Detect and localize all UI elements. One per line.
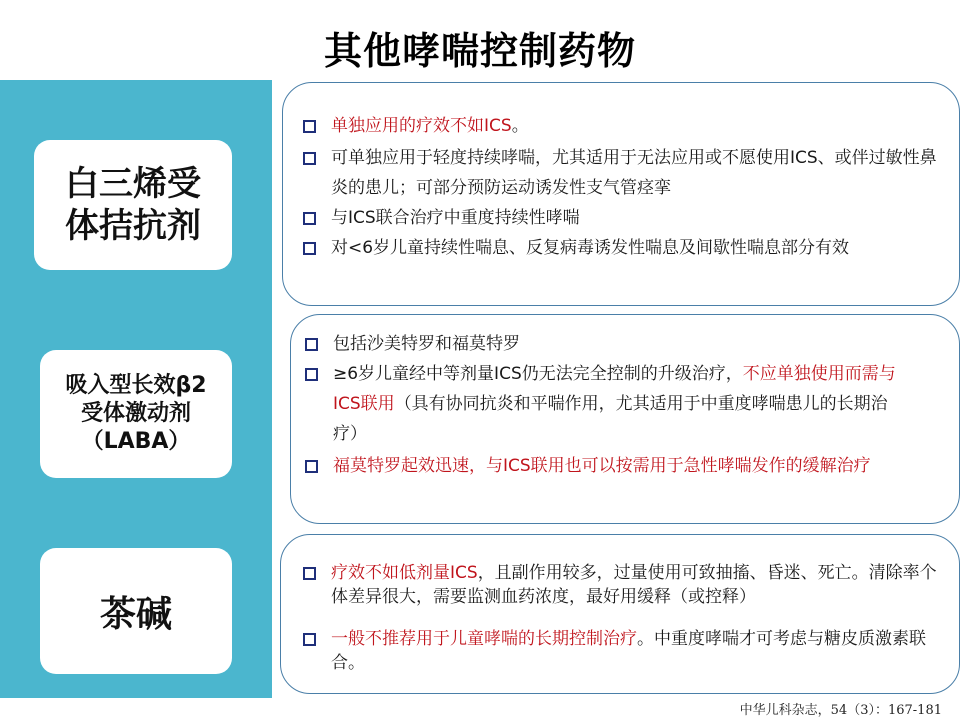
body-text: 对<6岁儿童持续性喘息、反复病毒诱发性喘息及间歇性喘息部分有效 (331, 238, 850, 258)
checkbox-bullet-icon (303, 212, 316, 225)
checkbox-bullet-icon (305, 338, 318, 351)
label-line: 体拮抗剂 (65, 206, 201, 246)
emphasis-text: 疗效不如低剂量ICS (331, 563, 478, 583)
item-text (303, 233, 943, 263)
checkbox-bullet-icon (303, 152, 316, 165)
label-line: 吸入型长效β2 (65, 373, 207, 398)
item-text (303, 561, 953, 609)
section-label-theophylline (40, 548, 232, 674)
label-line: （LABA） (81, 429, 191, 454)
list-item (303, 111, 943, 141)
label-line: 茶碱 (99, 593, 172, 635)
body-text: 。中重度哮喘才可考虑与糖皮质激素联合。 (331, 629, 926, 673)
checkbox-bullet-icon (303, 633, 316, 646)
item-text (305, 451, 905, 481)
section-label-leukotriene (34, 140, 232, 270)
label-line: 受体激动剂 (80, 401, 191, 426)
emphasis-text: 单独应用的疗效不如ICS (331, 116, 512, 136)
checkbox-bullet-icon (305, 368, 318, 381)
panel-theophylline (280, 534, 960, 694)
emphasis-text: 福莫特罗起效迅速，与ICS联用也可以按需用于急性哮喘发作的缓解治疗 (333, 456, 871, 476)
body-text: ≥6岁儿童经中等剂量ICS仍无法完全控制的升级治疗， (333, 364, 743, 384)
list-item (303, 561, 953, 609)
checkbox-bullet-icon (303, 120, 316, 133)
item-text (303, 203, 943, 233)
section-label-laba (40, 350, 232, 478)
list-item (303, 627, 953, 675)
body-text: （具有协同抗炎和平喘作用，尤其适用于中重度哮喘患儿的长期治疗） (333, 394, 888, 444)
item-text (305, 359, 897, 449)
citation: 中华儿科杂志，54（3）：167-181 (739, 703, 942, 718)
label-line: 白三烯受 (65, 164, 201, 204)
panel-laba (290, 314, 960, 524)
checkbox-bullet-icon (303, 567, 316, 580)
list-item (305, 451, 905, 481)
checkbox-bullet-icon (305, 460, 318, 473)
item-text (303, 627, 953, 675)
item-text (303, 143, 943, 203)
body-text: 与ICS联合治疗中重度持续性哮喘 (331, 208, 580, 228)
body-text: 可单独应用于轻度持续哮喘，尤其适用于无法应用或不愿使用ICS、或伴过敏性鼻炎的患儿；可部分预防运动诱发性支气管痉挛 (331, 148, 937, 198)
body-text: 包括沙美特罗和福莫特罗 (333, 334, 520, 354)
checkbox-bullet-icon (303, 242, 316, 255)
emphasis-text: 一般不推荐用于儿童哮喘的长期控制治疗 (331, 629, 637, 649)
body-text: 。 (511, 116, 529, 136)
item-text (305, 329, 915, 359)
item-text (303, 111, 943, 141)
emphasis-text: 不应单独使用而需与ICS联用 (333, 364, 896, 414)
page-title: 其他哮喘控制药物 (323, 29, 636, 73)
list-item (303, 203, 943, 233)
list-item (305, 329, 915, 359)
body-text: ，且副作用较多，过量使用可致抽搐、昏迷、死亡。清除率个体差异很大，需要监测血药浓度，最好用缓释（或控释） (331, 563, 937, 607)
list-item (303, 233, 943, 263)
list-item (305, 359, 897, 449)
list-item (303, 143, 943, 203)
panel-leukotriene (282, 82, 960, 306)
